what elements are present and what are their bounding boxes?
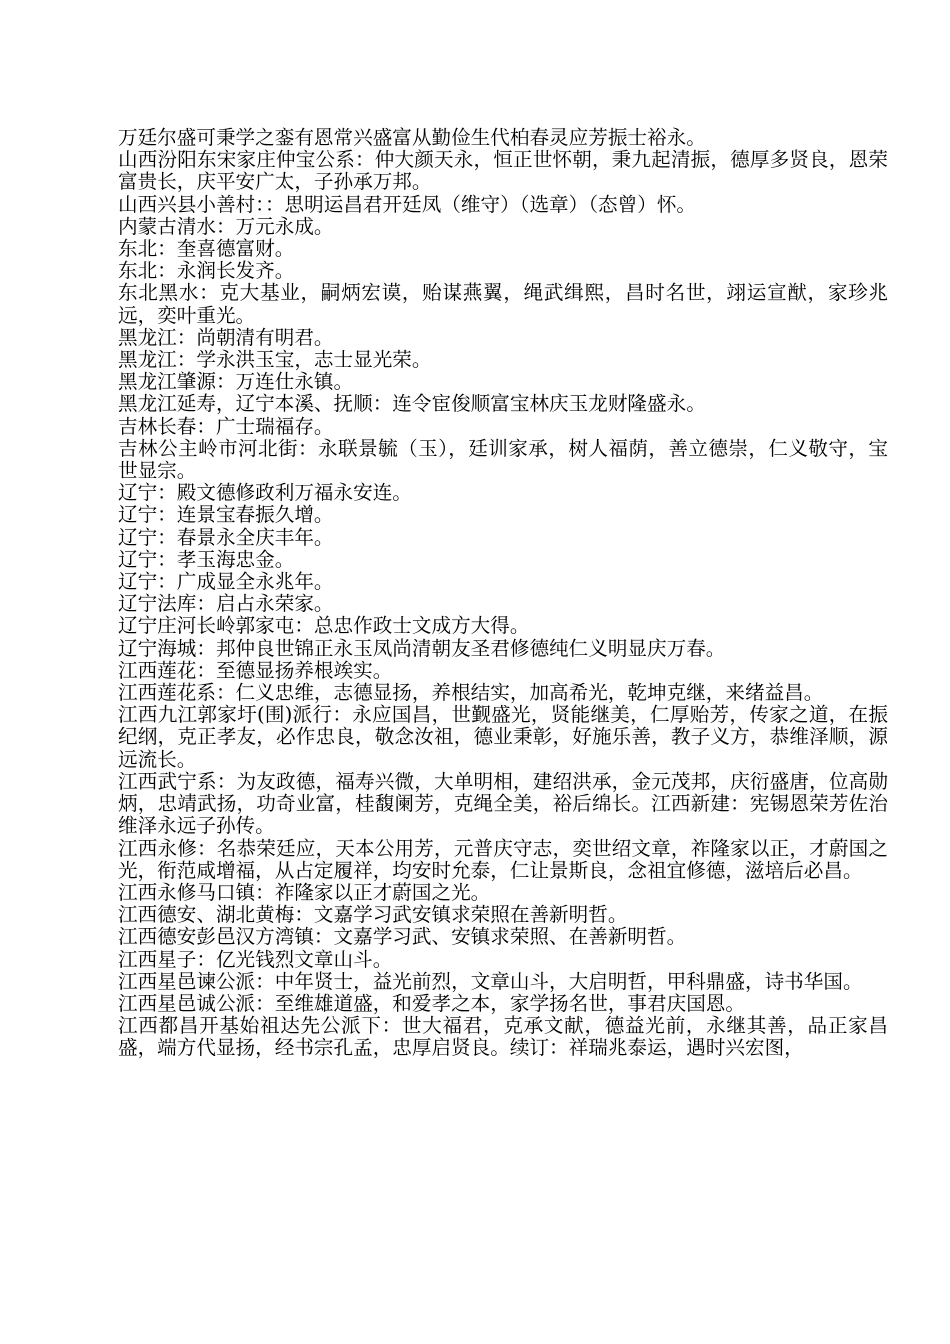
paragraph-7: 东北黑水：克大基业，嗣炳宏谟，贻谋燕翼，绳武缉熙，昌时名世，翊运宣猷，家珍兆远，奕叶重光。 [118, 281, 888, 327]
paragraph-6: 东北：永润长发齐。 [118, 259, 295, 283]
paragraph-11: 黑龙江延寿，辽宁本溪、抚顺：连令宦俊顺富宝林庆玉龙财隆盛永。 [118, 392, 706, 416]
paragraph-13: 吉林公主岭市河北街：永联景毓（玉），廷训家承，树人福荫，善立德崇，仁义敬守，宝世显宗。 [118, 436, 888, 483]
paragraph-16: 辽宁：春景永全庆丰年。 [118, 525, 334, 549]
paragraph-22: 江西莲花：至德显扬养根竢实。 [118, 658, 393, 682]
paragraph-12: 吉林长春：广士瑞福存。 [118, 414, 334, 438]
paragraph-10: 黑龙江肇源：万连仕永镇。 [118, 370, 354, 394]
paragraph-17: 辽宁：孝玉海忠金。 [118, 547, 295, 571]
paragraph-5: 东北：奎喜德富财。 [118, 237, 295, 261]
paragraph-4: 内蒙古清水：万元永成。 [118, 214, 334, 238]
paragraph-31: 江西星邑谏公派：中年贤士，益光前烈，文章山斗，大启明哲，甲科鼎盛，诗书华国。 [118, 969, 863, 993]
paragraph-3: 山西兴县小善村：：思明运昌君开廷凤（维守）（选章）（态曾）怀。 [118, 192, 697, 216]
paragraph-23: 江西莲花系：仁义忠维，志德显扬，养根结实，加高希光，乾坤克继，来绪益昌。 [118, 681, 824, 705]
paragraph-19: 辽宁法库：启占永荣家。 [118, 592, 334, 616]
paragraph-26: 江西永修：名恭荣廷应，天本公用芳，元普庆守志，奕世绍文章，祚隆家以正，才蔚国之光，衔范咸增福，从占定履祥，均安时允泰，仁让景斯良，念祖宜修德，滋培后必昌。 [118, 836, 888, 882]
paragraph-1: 万廷尔盛可秉学之銮有恩常兴盛富从勤俭生代柏春灵应芳振士裕永。 [118, 126, 706, 149]
paragraph-24: 江西九江郭家圩(围)派行：永应国昌，世觐盛光，贤能继美，仁厚贻芳，传家之道，在振纪纲，克正孝友，必作忠良，敬念汝祖，德业秉彰，好施乐善，教子义方，恭维泽顺，源远流长。 [118, 703, 888, 771]
paragraph-20: 辽宁庄河长岭郭家屯：总忠作政士文成方大得。 [118, 614, 530, 638]
paragraph-27: 江西永修马口镇：祚隆家以正才蔚国之光。 [118, 880, 491, 904]
paragraph-14: 辽宁：殿文德修政利万福永安连。 [118, 481, 412, 505]
paragraph-33: 江西都昌开基始祖达先公派下：世大福君，克承文献，德益光前，永继其善，品正家昌盛，端方代显扬，经书宗孔孟，忠厚启贤良。续订：祥瑞兆泰运，遇时兴宏图， [118, 1014, 888, 1060]
paragraph-9: 黑龙江：学永洪玉宝，志士显光荣。 [118, 348, 432, 372]
paragraph-30: 江西星子：亿光钱烈文章山斗。 [118, 947, 393, 971]
paragraph-32: 江西星邑诚公派：至维雄道盛，和爱孝之本，家学扬名世，事君庆国恩。 [118, 991, 745, 1015]
paragraph-15: 辽宁：连景宝春振久增。 [118, 503, 334, 527]
paragraph-25: 江西武宁系：为友政德，福寿兴微，大单明相，建绍洪承，金元茂邦，庆衍盛唐，位高勋炳，忠靖武扬，功奇业富，桂馥阑芳，克绳全美，裕后绵长。江西新建：宪锡恩荣芳佐治维泽永远子孙传。 [118, 769, 888, 838]
paragraph-18: 辽宁：广成显全永兆年。 [118, 570, 334, 594]
document-body [118, 127, 888, 1060]
paragraph-21: 辽宁海城：邦仲良世锦正永玉凤尚清朝友圣君修德纯仁义明显庆万春。 [118, 636, 726, 660]
paragraph-28: 江西德安、湖北黄梅：文嘉学习武安镇求荣照在善新明哲。 [118, 903, 628, 927]
paragraph-29: 江西德安彭邑汉方湾镇：文嘉学习武、安镇求荣照、在善新明哲。 [118, 925, 687, 949]
paragraph-8: 黑龙江：尚朝清有明君。 [118, 325, 334, 349]
paragraph-2: 山西汾阳东宋家庄仲宝公系：仲大颜天永，恒正世怀朝，秉九起清振，德厚多贤良，恩荣富贵长，庆平安广太，子孙承万邦。 [118, 148, 888, 194]
